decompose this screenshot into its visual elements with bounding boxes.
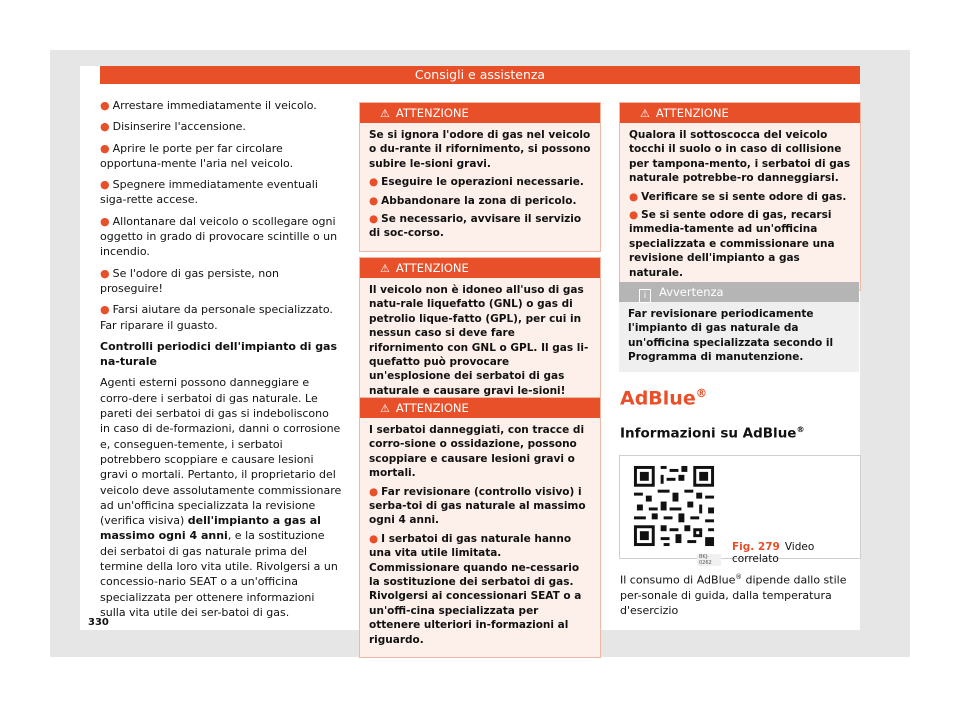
qr-code[interactable] (627, 461, 721, 566)
warning-body: Se si ignora l'odore di gas nel veicolo o du-rante il rifornimento, si possono subire le-sioni gravi. ● Eseguire le operazioni necessarie. ● Abbandonare la zona di pericolo. ● Se necessario, avvisare il servizio di soc-corso. (369, 129, 591, 240)
warning-header: ⚠ ATTENZIONE (620, 103, 860, 123)
list-item: ● Aprire le porte per far circolare opportuna-mente l'aria nel veicolo. (100, 141, 294, 170)
bullet-icon: ● (369, 176, 379, 189)
adblue-paragraph: Il consumo di AdBlue® dipende dallo stile per-sonale di guida, dalla temperatura d'esercizio (620, 573, 847, 618)
bullet-icon: ● (369, 213, 379, 226)
bullet-icon: ● (100, 214, 110, 228)
bullet-icon: ● (629, 190, 639, 203)
bullet-icon: ● (100, 303, 110, 317)
figure-code: BKJ-0262 (697, 554, 721, 566)
adblue-heading: AdBlue® (620, 386, 708, 410)
list-item: ● I serbatoi di gas naturale hanno una vita utile limitata. Commissionare quando ne-cessario la sostituzione dei serbatoi di gas. Rivolgersi ai concessionari SEAT o a un'offi-cina specializzata per ottenere ulteriori in-formazioni al riguardo. (369, 532, 582, 646)
info-icon: i (639, 289, 651, 303)
note-header: i Avvertenza (619, 282, 859, 302)
figure-box (619, 455, 861, 566)
bullet-icon: ● (369, 485, 379, 498)
list-item: ● Verificare se si sente odore di gas. (629, 190, 847, 203)
section-title: Consigli e assistenza (414, 67, 546, 82)
list-item: ● Se si sente odore di gas, recarsi immedia-tamente ad un'officina specializzata e commissionare una revisione dell'impianto a gas naturale. (629, 209, 835, 279)
bullet-icon: ● (629, 209, 639, 222)
bullet-icon: ● (100, 141, 110, 155)
bullet-icon: ● (100, 266, 110, 280)
warning-body: Qualora il sottoscocca del veicolo tocchi il suolo o in caso di collisione per tampona-mento, i serbatoi di gas naturale potrebbe-ro danneggiarsi. ● Verificare se si sente odore di gas. ● Se si sente odore di gas, recarsi immedia-tamente ad un'officina specializzata e commissionare una revisione dell'impianto a gas naturale. (629, 129, 851, 279)
warning-triangle-icon: ⚠ (380, 262, 390, 275)
bullet-icon: ● (100, 99, 110, 112)
list-item: ● Arrestare immediatamente il veicolo. (100, 99, 317, 112)
note-box (619, 282, 859, 372)
warning-box-2 (359, 257, 601, 409)
list-item: ● Eseguire le operazioni necessarie. (369, 176, 584, 189)
bullet-icon: ● (100, 178, 110, 192)
page-number: 330 (88, 617, 109, 628)
warning-box-4 (619, 102, 861, 291)
warning-header: ⚠ ATTENZIONE (360, 398, 600, 418)
subheading: Controlli periodici dell'impianto di gas na-turale (100, 339, 338, 369)
note-body: Far revisionare periodicamente l'impianto di gas naturale da un'officina specializzata secondo il Programma di manutenzione. (628, 308, 834, 364)
list-item: ● Far revisionare (controllo visivo) i serba-toi di gas naturale al massimo ogni 4 anni. (369, 485, 586, 527)
list-item: ● Abbandonare la zona di pericolo. (369, 194, 577, 207)
warning-header: ⚠ ATTENZIONE (360, 258, 600, 278)
list-item: ● Se l'odore di gas persiste, non proseguire! (100, 266, 279, 295)
warning-box-3 (359, 397, 601, 658)
list-item: ● Allontanare dal veicolo o scollegare ogni oggetto in grado di provocare scintille o un incendio. (100, 214, 338, 259)
warning-box-1 (359, 102, 601, 252)
warning-triangle-icon: ⚠ (380, 107, 390, 120)
list-item: ● Disinserire l'accensione. (100, 120, 246, 134)
bullet-icon: ● (100, 120, 110, 134)
bullet-icon: ● (369, 532, 379, 545)
warning-triangle-icon: ⚠ (640, 107, 650, 120)
body-paragraph: Agenti esterni possono danneggiare e corro-dere i serbatoi di gas naturale. Le pareti dei serbatoi di gas si indeboliscono in caso di de-formazioni, danni o corrosione e, conseguen-temente, i serbatoi potrebbero scoppiare e causare lesioni gravi o mortali. Pertanto, il proprietario del veicolo deve assolutamente commissionare ad un'officina specializzata la revisione (verifica visiva) dell'impianto a gas al massimo ogni 4 anni, e la sostituzione dei serbatoi di gas naturale prima del termine della loro vita utile. Rivolgersi a un concessio-nario SEAT o a un'officina specializzata per ottenere informazioni sulla vita utile dei ser-batoi di gas. (100, 376, 342, 619)
column-left (100, 98, 342, 626)
bold-text: dell'impianto a gas al massimo ogni 4 anni (100, 514, 321, 543)
warning-triangle-icon: ⚠ (380, 402, 390, 415)
list-item: ● Farsi aiutare da personale specializzato. Far riparare il guasto. (100, 303, 333, 332)
warning-body: I serbatoi danneggiati, con tracce di corro-sione o ossidazione, possono scoppiare e causare lesioni gravi o mortali. ● Far revisionare (controllo visivo) i serba-toi di gas naturale al massimo ogni 4 anni. ● I serbatoi di gas naturale hanno una vita utile limitata. Commissionare quando ne-cessario la sostituzione dei serbatoi di gas. Rivolgersi ai concessionari SEAT o a un'offi-cina specializzata per ottenere ulteriori in-formazioni al riguardo. (360, 418, 600, 657)
qr-code-icon (631, 463, 717, 549)
section-header (100, 66, 860, 84)
list-item: ● Se necessario, avvisare il servizio di soc-corso. (369, 213, 582, 240)
list-item: ● Spegnere immediatamente eventuali siga-rette accese. (100, 178, 318, 207)
figure-number: Fig. 279 (732, 541, 780, 553)
bullet-icon: ● (369, 194, 379, 207)
adblue-subheading: Informazioni su AdBlue® (620, 424, 805, 442)
figure-caption: Fig. 279 Video correlato (732, 541, 815, 565)
warning-header: ⚠ ATTENZIONE (360, 103, 600, 123)
warning-body: Il veicolo non è idoneo all'uso di gas natu-rale liquefatto (GNL) o gas di petrolio lique-fatto (GPL), per cui in nessun caso si deve fare rifornimento con GNL o GPL. Il gas li-quefatto può provocare un'esplosione dei serbatoi di gas naturale e causare gravi le-sioni! (369, 284, 589, 397)
